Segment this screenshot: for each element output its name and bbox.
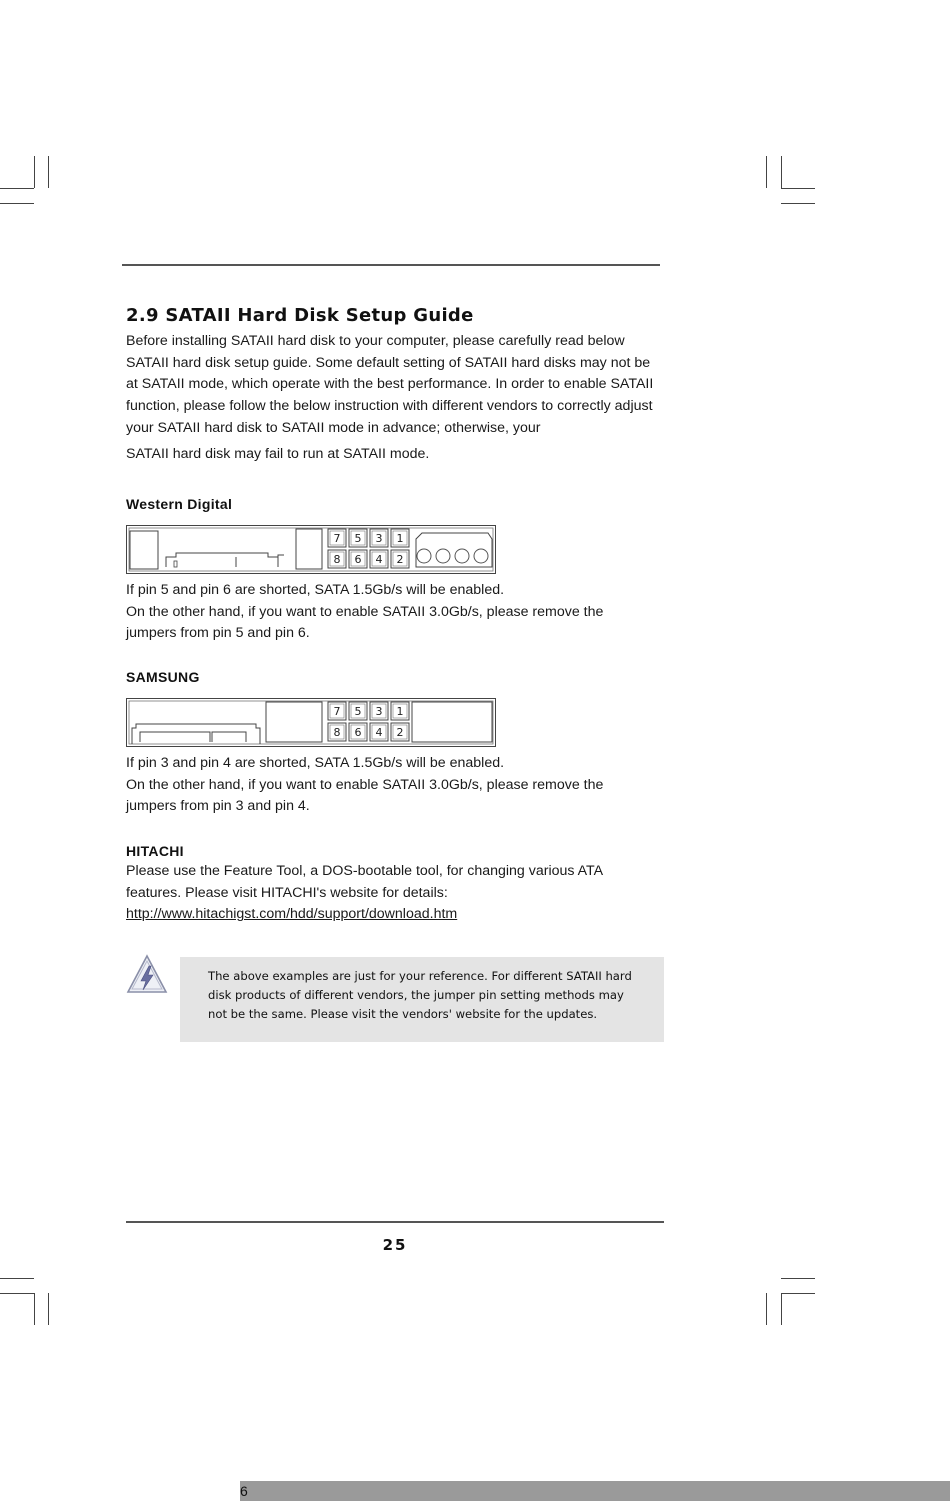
intro-line: at SATAII mode, which operate with the best performance. In order to enable SATAII xyxy=(126,376,654,393)
footer-rule xyxy=(126,1221,664,1223)
pin-label: 5 xyxy=(354,705,362,718)
intro-line: SATAII hard disk setup guide. Some default setting of SATAII hard disks may not be xyxy=(126,354,651,371)
intro-paragraph xyxy=(126,331,666,465)
pin-label: 1 xyxy=(396,532,404,545)
pin-label: 3 xyxy=(375,532,383,545)
text-line: If pin 5 and pin 6 are shorted, SATA 1.5Gb/s will be enabled. xyxy=(126,582,505,598)
text-line: If pin 3 and pin 4 are shorted, SATA 1.5Gb/s will be enabled. xyxy=(126,755,505,771)
text-line: On the other hand, if you want to enable SATAII 3.0Gb/s, please remove the xyxy=(126,603,604,620)
pin-label: 7 xyxy=(333,532,341,545)
pin-label: 8 xyxy=(333,553,341,566)
crop-mark xyxy=(0,203,34,204)
crop-mark xyxy=(0,1278,34,1279)
pin-label: 6 xyxy=(354,553,362,566)
intro-line: Before installing SATAII hard disk to your computer, please carefully read below xyxy=(126,333,625,349)
intro-line: function, please follow the below instruction with different vendors to correctly adjust xyxy=(126,398,653,415)
note-line: not be the same. Please visit the vendors' website for the updates. xyxy=(208,1007,598,1021)
footer-bar xyxy=(240,1481,950,1501)
header-rule xyxy=(122,264,660,266)
pin-label: 8 xyxy=(333,726,341,739)
crop-mark xyxy=(34,156,35,188)
pin-label: 4 xyxy=(375,553,383,566)
intro-line: your SATAII hard disk to SATAII mode in advance; otherwise, your xyxy=(126,419,541,436)
crop-mark xyxy=(48,156,49,188)
crop-mark xyxy=(781,188,815,189)
crop-mark xyxy=(781,1293,815,1294)
hitachi-text xyxy=(126,861,666,926)
page-number: 25 xyxy=(382,1236,408,1254)
crop-mark xyxy=(781,1278,815,1279)
intro-line: SATAII hard disk may fail to run at SATAII mode. xyxy=(126,445,430,462)
text-line: features. Please visit HITACHI's website for details: xyxy=(126,884,448,901)
text-line: jumpers from pin 3 and pin 4. xyxy=(126,798,310,815)
crop-mark xyxy=(781,203,815,204)
note-line: The above examples are just for your reference. For different SATAII hard xyxy=(208,969,632,983)
text-line: On the other hand, if you want to enable SATAII 3.0Gb/s, please remove the xyxy=(126,776,604,793)
text-line: Please use the Feature Tool, a DOS-bootable tool, for changing various ATA xyxy=(126,863,604,879)
pin-label: 6 xyxy=(354,726,362,739)
western-digital-text xyxy=(126,580,666,645)
warning-icon xyxy=(125,954,169,996)
note-text xyxy=(208,967,658,1024)
crop-mark xyxy=(0,1293,34,1294)
crop-mark xyxy=(34,1293,35,1325)
pin-label: 1 xyxy=(396,705,404,718)
crop-mark xyxy=(781,1293,782,1325)
section-title: 2.9 SATAII Hard Disk Setup Guide xyxy=(126,305,474,326)
note-line: disk products of different vendors, the jumper pin setting methods may xyxy=(208,988,624,1002)
crop-mark xyxy=(0,188,34,189)
crop-mark xyxy=(766,1293,767,1325)
pin-label: 2 xyxy=(396,726,404,739)
samsung-heading: SAMSUNG xyxy=(126,669,200,685)
samsung-text xyxy=(126,753,666,818)
pin-label: 7 xyxy=(333,705,341,718)
pin-label: 5 xyxy=(354,532,362,545)
text-line: jumpers from pin 5 and pin 6. xyxy=(126,625,310,642)
western-digital-heading: Western Digital xyxy=(126,496,233,512)
pin-label: 4 xyxy=(375,726,383,739)
hitachi-heading: HITACHI xyxy=(126,843,184,859)
samsung-jumper-diagram xyxy=(126,698,498,750)
hitachi-download-link[interactable]: http://www.hitachigst.com/hdd/support/download.htm xyxy=(126,906,458,923)
crop-mark xyxy=(48,1293,49,1325)
footer-page-number: 6 xyxy=(240,1483,248,1499)
crop-mark xyxy=(766,156,767,188)
western-digital-jumper-diagram xyxy=(126,525,498,577)
pin-label: 3 xyxy=(375,705,383,718)
crop-mark xyxy=(781,156,782,188)
pin-label: 2 xyxy=(396,553,404,566)
